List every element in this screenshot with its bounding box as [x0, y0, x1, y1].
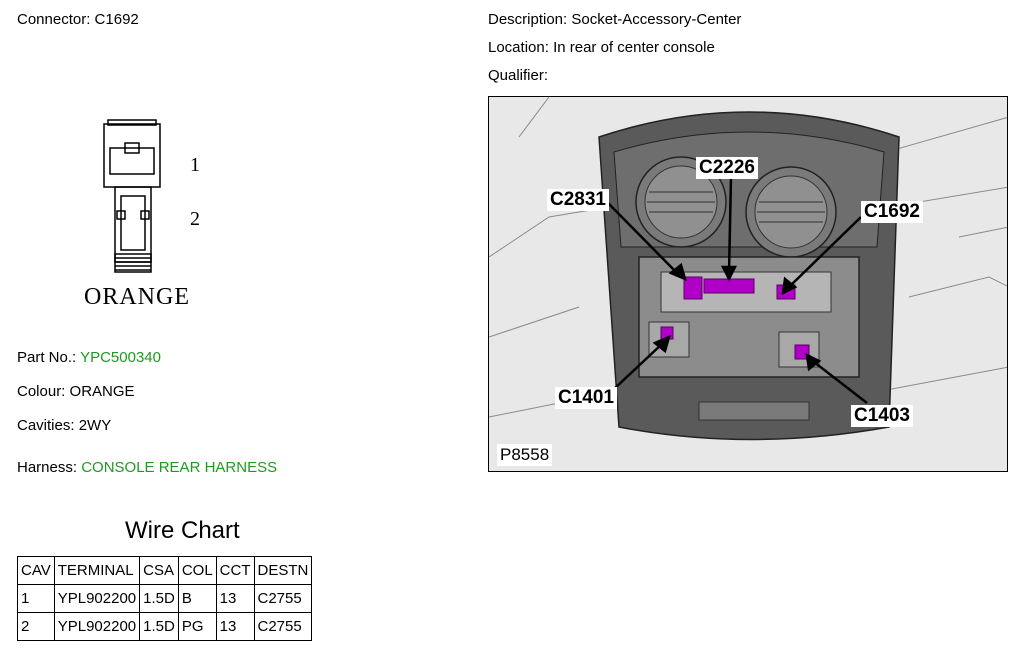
connector-value: C1692: [94, 11, 139, 28]
cell-terminal: YPL902200: [54, 585, 139, 613]
col-header-terminal: TERMINAL: [54, 557, 139, 585]
connector-color-label: ORANGE: [84, 284, 190, 310]
part-no-link[interactable]: YPC500340: [80, 349, 161, 366]
wire-chart-title: Wire Chart: [125, 517, 240, 544]
cavities-value: 2WY: [78, 417, 112, 434]
cell-csa: 1.5D: [140, 585, 179, 613]
part-no-field: [17, 349, 161, 366]
description-value: Socket-Accessory-Center: [571, 11, 742, 28]
cell-terminal: YPL902200: [54, 613, 139, 641]
callout-c2226: C2226: [696, 157, 758, 179]
harness-link[interactable]: CONSOLE REAR HARNESS: [81, 459, 278, 476]
part-no-label: Part No.:: [17, 349, 77, 366]
location-value: In rear of center console: [553, 39, 715, 56]
col-header-cav: CAV: [18, 557, 55, 585]
figure-id: P8558: [497, 444, 552, 466]
callout-c2831: C2831: [547, 189, 609, 211]
harness-field: [17, 459, 277, 476]
pin-1-label: 1: [190, 154, 200, 176]
console-illustration-graphic: [489, 97, 1008, 472]
cell-col: PG: [178, 613, 216, 641]
col-header-csa: CSA: [140, 557, 179, 585]
cell-csa: 1.5D: [140, 613, 179, 641]
cavities-label: Cavities:: [17, 417, 75, 434]
harness-label: Harness:: [17, 459, 78, 476]
cell-destn: C2755: [254, 585, 312, 613]
cell-destn: C2755: [254, 613, 312, 641]
table-row: [18, 613, 312, 641]
cavities-field: [17, 417, 111, 434]
wire-chart-header-row: [18, 557, 312, 585]
colour-field: [17, 383, 135, 400]
cell-cav: 2: [18, 613, 55, 641]
location-illustration: [488, 96, 1008, 472]
qualifier-label: Qualifier:: [488, 67, 549, 84]
colour-value: ORANGE: [69, 383, 135, 400]
description-label: Description:: [488, 11, 568, 28]
connector-face-diagram: [95, 118, 225, 278]
callout-c1401: C1401: [555, 387, 617, 409]
cell-cct: 13: [216, 613, 254, 641]
qualifier-field: [488, 67, 548, 84]
colour-label: Colour:: [17, 383, 66, 400]
cell-cct: 13: [216, 585, 254, 613]
col-header-destn: DESTN: [254, 557, 312, 585]
location-label: Location:: [488, 39, 549, 56]
wire-chart-table: [17, 556, 312, 641]
cell-col: B: [178, 585, 216, 613]
description-field: [488, 11, 741, 28]
connector-field: [17, 11, 139, 28]
callout-c1692: C1692: [861, 201, 923, 223]
callout-c1403: C1403: [851, 405, 913, 427]
table-row: [18, 585, 312, 613]
location-field: [488, 39, 715, 56]
col-header-col: COL: [178, 557, 216, 585]
col-header-cct: CCT: [216, 557, 254, 585]
pin-2-label: 2: [190, 208, 200, 230]
cell-cav: 1: [18, 585, 55, 613]
connector-label: Connector:: [17, 11, 91, 28]
